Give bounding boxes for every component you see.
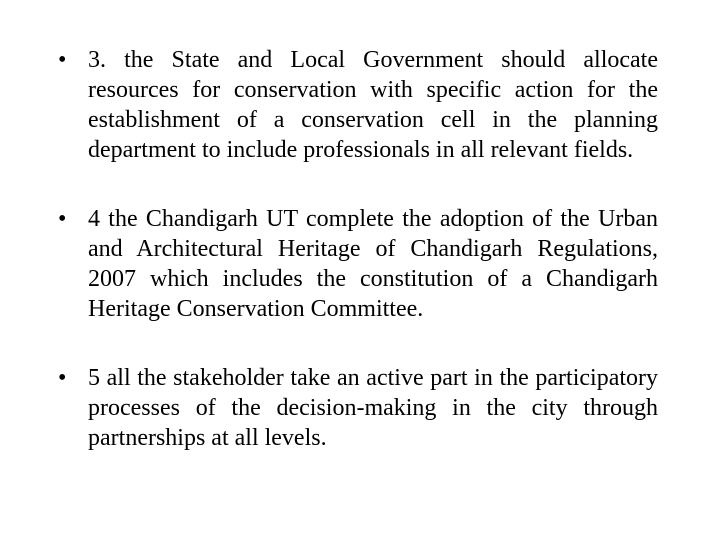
bullet-text: 3. the State and Local Government should allocate resources for conservation with specific action for the establishment of a conservation cell in the planning department to include professionals in all relevant fields. (88, 47, 658, 163)
bullet-marker: • (58, 365, 67, 391)
bullet-marker: • (58, 206, 67, 232)
bullet-text: 4 the Chandigarh UT complete the adoption of the Urban and Architectural Heritage of Chandigarh Regulations, 2007 which includes the constitution of a Chandigarh Heritage Conservation Committee. (88, 206, 658, 322)
bullet-marker: • (58, 47, 67, 73)
bullet-item-3 (58, 363, 658, 453)
bullet-text: 5 all the stakeholder take an active part in the participatory processes of the decision-making in the city through partnerships at all levels. (88, 365, 658, 451)
bullet-item-1 (58, 45, 658, 165)
bullet-list (58, 45, 658, 453)
bullet-item-2 (58, 204, 658, 324)
